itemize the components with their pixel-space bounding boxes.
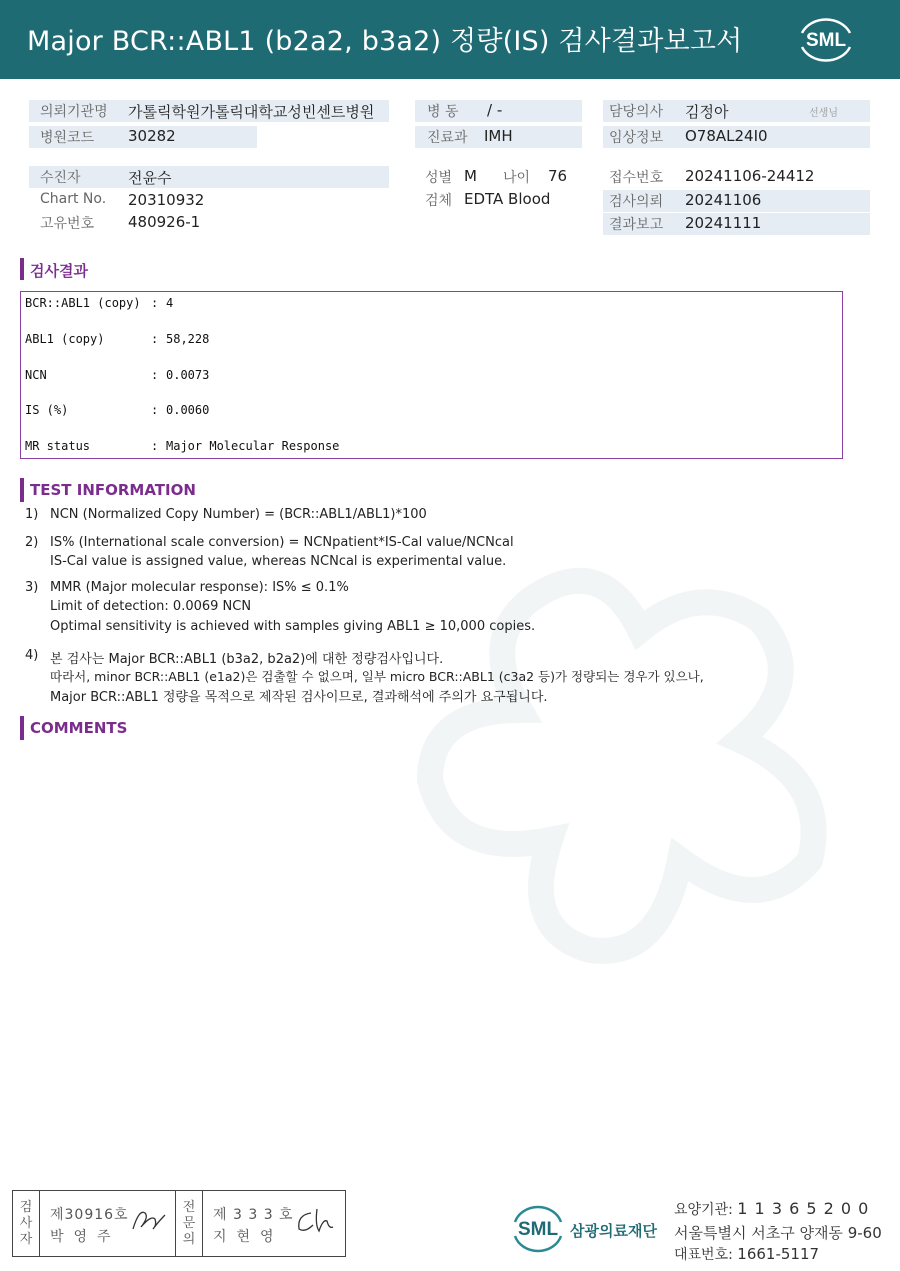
unique-label: 고유번호 — [40, 216, 95, 232]
clinical-label: 임상정보 — [609, 130, 664, 146]
result-value: Major Molecular Response — [166, 439, 340, 453]
signature-divider — [39, 1191, 40, 1256]
reception-label: 접수번호 — [609, 170, 664, 186]
doctor-value: 김정아 — [685, 103, 729, 121]
patient-label: 수진자 — [40, 170, 81, 186]
footer-phone-value: 1661-5117 — [737, 1245, 820, 1263]
test-info-line: IS-Cal value is assigned value, whereas NCNcal is experimental value. — [50, 554, 507, 569]
examiner-name: 박영주 — [50, 1229, 121, 1245]
hospital-code-label: 병원코드 — [40, 130, 95, 146]
footer-code-label: 요양기관: — [674, 1202, 733, 1218]
result-separator: : — [151, 368, 159, 382]
footer-address: 서울특별시 서초구 양재동 9-60 — [674, 1224, 882, 1242]
signature-divider — [202, 1191, 203, 1256]
specialist-license-no: 제 3 3 3 호 — [213, 1207, 294, 1223]
hospital-code-field — [29, 126, 257, 148]
footer-phone-label: 대표번호: — [674, 1247, 733, 1263]
examiner-signature-icon — [129, 1203, 169, 1237]
signature-box — [12, 1190, 346, 1257]
test-info-number: 1) — [25, 507, 39, 522]
result-separator: : — [151, 439, 159, 453]
test-info-number: 2) — [25, 535, 39, 550]
specialist-name: 지현영 — [213, 1229, 284, 1245]
signature-divider — [175, 1191, 176, 1256]
result-label: MR status — [25, 439, 91, 453]
result-value: 0.0060 — [166, 403, 210, 417]
reception-field — [603, 166, 870, 188]
results-section-title: 검사결과 — [30, 262, 88, 280]
result-value: 58,228 — [166, 332, 210, 346]
footer-code-line — [674, 1199, 869, 1219]
reception-value: 20241106-24412 — [685, 167, 815, 185]
result-value: 4 — [166, 296, 174, 310]
institution-value: 가톨릭학원가톨릭대학교성빈센트병원 — [128, 103, 375, 121]
result-separator: : — [151, 332, 159, 346]
department-field — [415, 126, 582, 148]
report-date-label: 결과보고 — [609, 217, 664, 233]
test-info-section-bar — [20, 478, 24, 502]
ward-field — [415, 100, 582, 122]
comments-section-bar — [20, 716, 24, 740]
result-label: ABL1 (copy) — [25, 332, 105, 346]
test-info-number: 4) — [25, 648, 39, 663]
specimen-label: 검체 — [425, 193, 453, 209]
department-value: IMH — [484, 127, 513, 145]
request-field — [603, 190, 870, 212]
doctor-field — [603, 100, 870, 122]
result-label: IS (%) — [25, 403, 69, 417]
examiner-label: 검사자 — [19, 1200, 33, 1247]
footer-logo-text: SML — [517, 1219, 559, 1240]
result-separator: : — [151, 296, 159, 310]
doctor-suffix: 선생님 — [809, 108, 838, 119]
chart-label: Chart No. — [40, 191, 107, 207]
test-info-line: MMR (Major molecular response): IS% ≤ 0.1% — [50, 580, 349, 595]
chart-value: 20310932 — [128, 191, 205, 209]
institution-field — [29, 100, 389, 122]
test-info-line: NCN (Normalized Copy Number) = (BCR::ABL1/ABL1)*100 — [50, 507, 427, 522]
test-info-line: IS% (International scale conversion) = NCNpatient*IS-Cal value/NCNcal — [50, 535, 514, 550]
age-value: 76 — [548, 167, 568, 185]
hospital-code-value: 30282 — [128, 127, 176, 145]
department-label: 진료과 — [427, 130, 468, 146]
test-info-line: 따라서, minor BCR::ABL1 (e1a2)은 검출할 수 없으며, 일부 micro BCR::ABL1 (c3a2 등)가 정량되는 경우가 있으나, — [50, 669, 704, 684]
sex-label: 성별 — [425, 170, 453, 186]
test-info-section-title: TEST INFORMATION — [30, 481, 196, 499]
specialist-label: 전문의 — [182, 1200, 196, 1247]
ward-value: / - — [487, 101, 503, 119]
institution-label: 의뢰기관명 — [40, 104, 108, 120]
footer-sml-logo — [510, 1203, 566, 1253]
sex-age-field — [415, 166, 582, 188]
request-label: 검사의뢰 — [609, 194, 664, 210]
doctor-label: 담당의사 — [609, 104, 664, 120]
patient-value: 전윤수 — [128, 169, 172, 187]
results-box — [20, 291, 843, 459]
result-separator: : — [151, 403, 159, 417]
footer-code-value: 1 1 3 6 5 2 0 0 — [737, 1199, 870, 1218]
result-label: NCN — [25, 368, 47, 382]
report-title: Major BCR::ABL1 (b2a2, b3a2) 정량(IS) 검사결과보고서 — [27, 26, 743, 57]
results-section-bar — [20, 258, 24, 280]
result-value: 0.0073 — [166, 368, 210, 382]
request-value: 20241106 — [685, 191, 762, 209]
sex-value: M — [464, 167, 477, 185]
test-info-line: Optimal sensitivity is achieved with samples giving ABL1 ≥ 10,000 copies. — [50, 619, 536, 634]
result-label: BCR::ABL1 (copy) — [25, 296, 141, 310]
report-header — [0, 0, 900, 79]
specimen-value: EDTA Blood — [464, 190, 551, 208]
patient-field — [29, 166, 389, 188]
report-date-field — [603, 213, 870, 235]
footer-phone-line — [674, 1244, 819, 1264]
test-info-line: Limit of detection: 0.0069 NCN — [50, 599, 252, 614]
sml-logo-text: SML — [805, 30, 847, 51]
footer-org-name: 삼광의료재단 — [570, 1222, 657, 1240]
test-info-line: 본 검사는 Major BCR::ABL1 (b3a2, b2a2)에 대한 정량검사입니다. — [50, 652, 444, 667]
unique-value: 480926-1 — [128, 213, 201, 231]
specialist-signature-icon — [293, 1205, 337, 1237]
chart-field — [29, 190, 389, 212]
unique-field — [29, 212, 389, 234]
age-label: 나이 — [503, 170, 531, 186]
specimen-field — [415, 189, 582, 211]
ward-label: 병 동 — [427, 104, 459, 120]
report-date-value: 20241111 — [685, 214, 762, 232]
examiner-license-no: 제30916호 — [50, 1207, 129, 1223]
sml-logo — [796, 13, 856, 65]
clinical-value: O78AL24I0 — [685, 127, 768, 145]
clinical-field — [603, 126, 870, 148]
comments-section-title: COMMENTS — [30, 719, 128, 737]
test-info-line: Major BCR::ABL1 정량을 목적으로 제작된 검사이므로, 결과해석에 주의가 요구됩니다. — [50, 690, 548, 705]
test-info-number: 3) — [25, 580, 39, 595]
